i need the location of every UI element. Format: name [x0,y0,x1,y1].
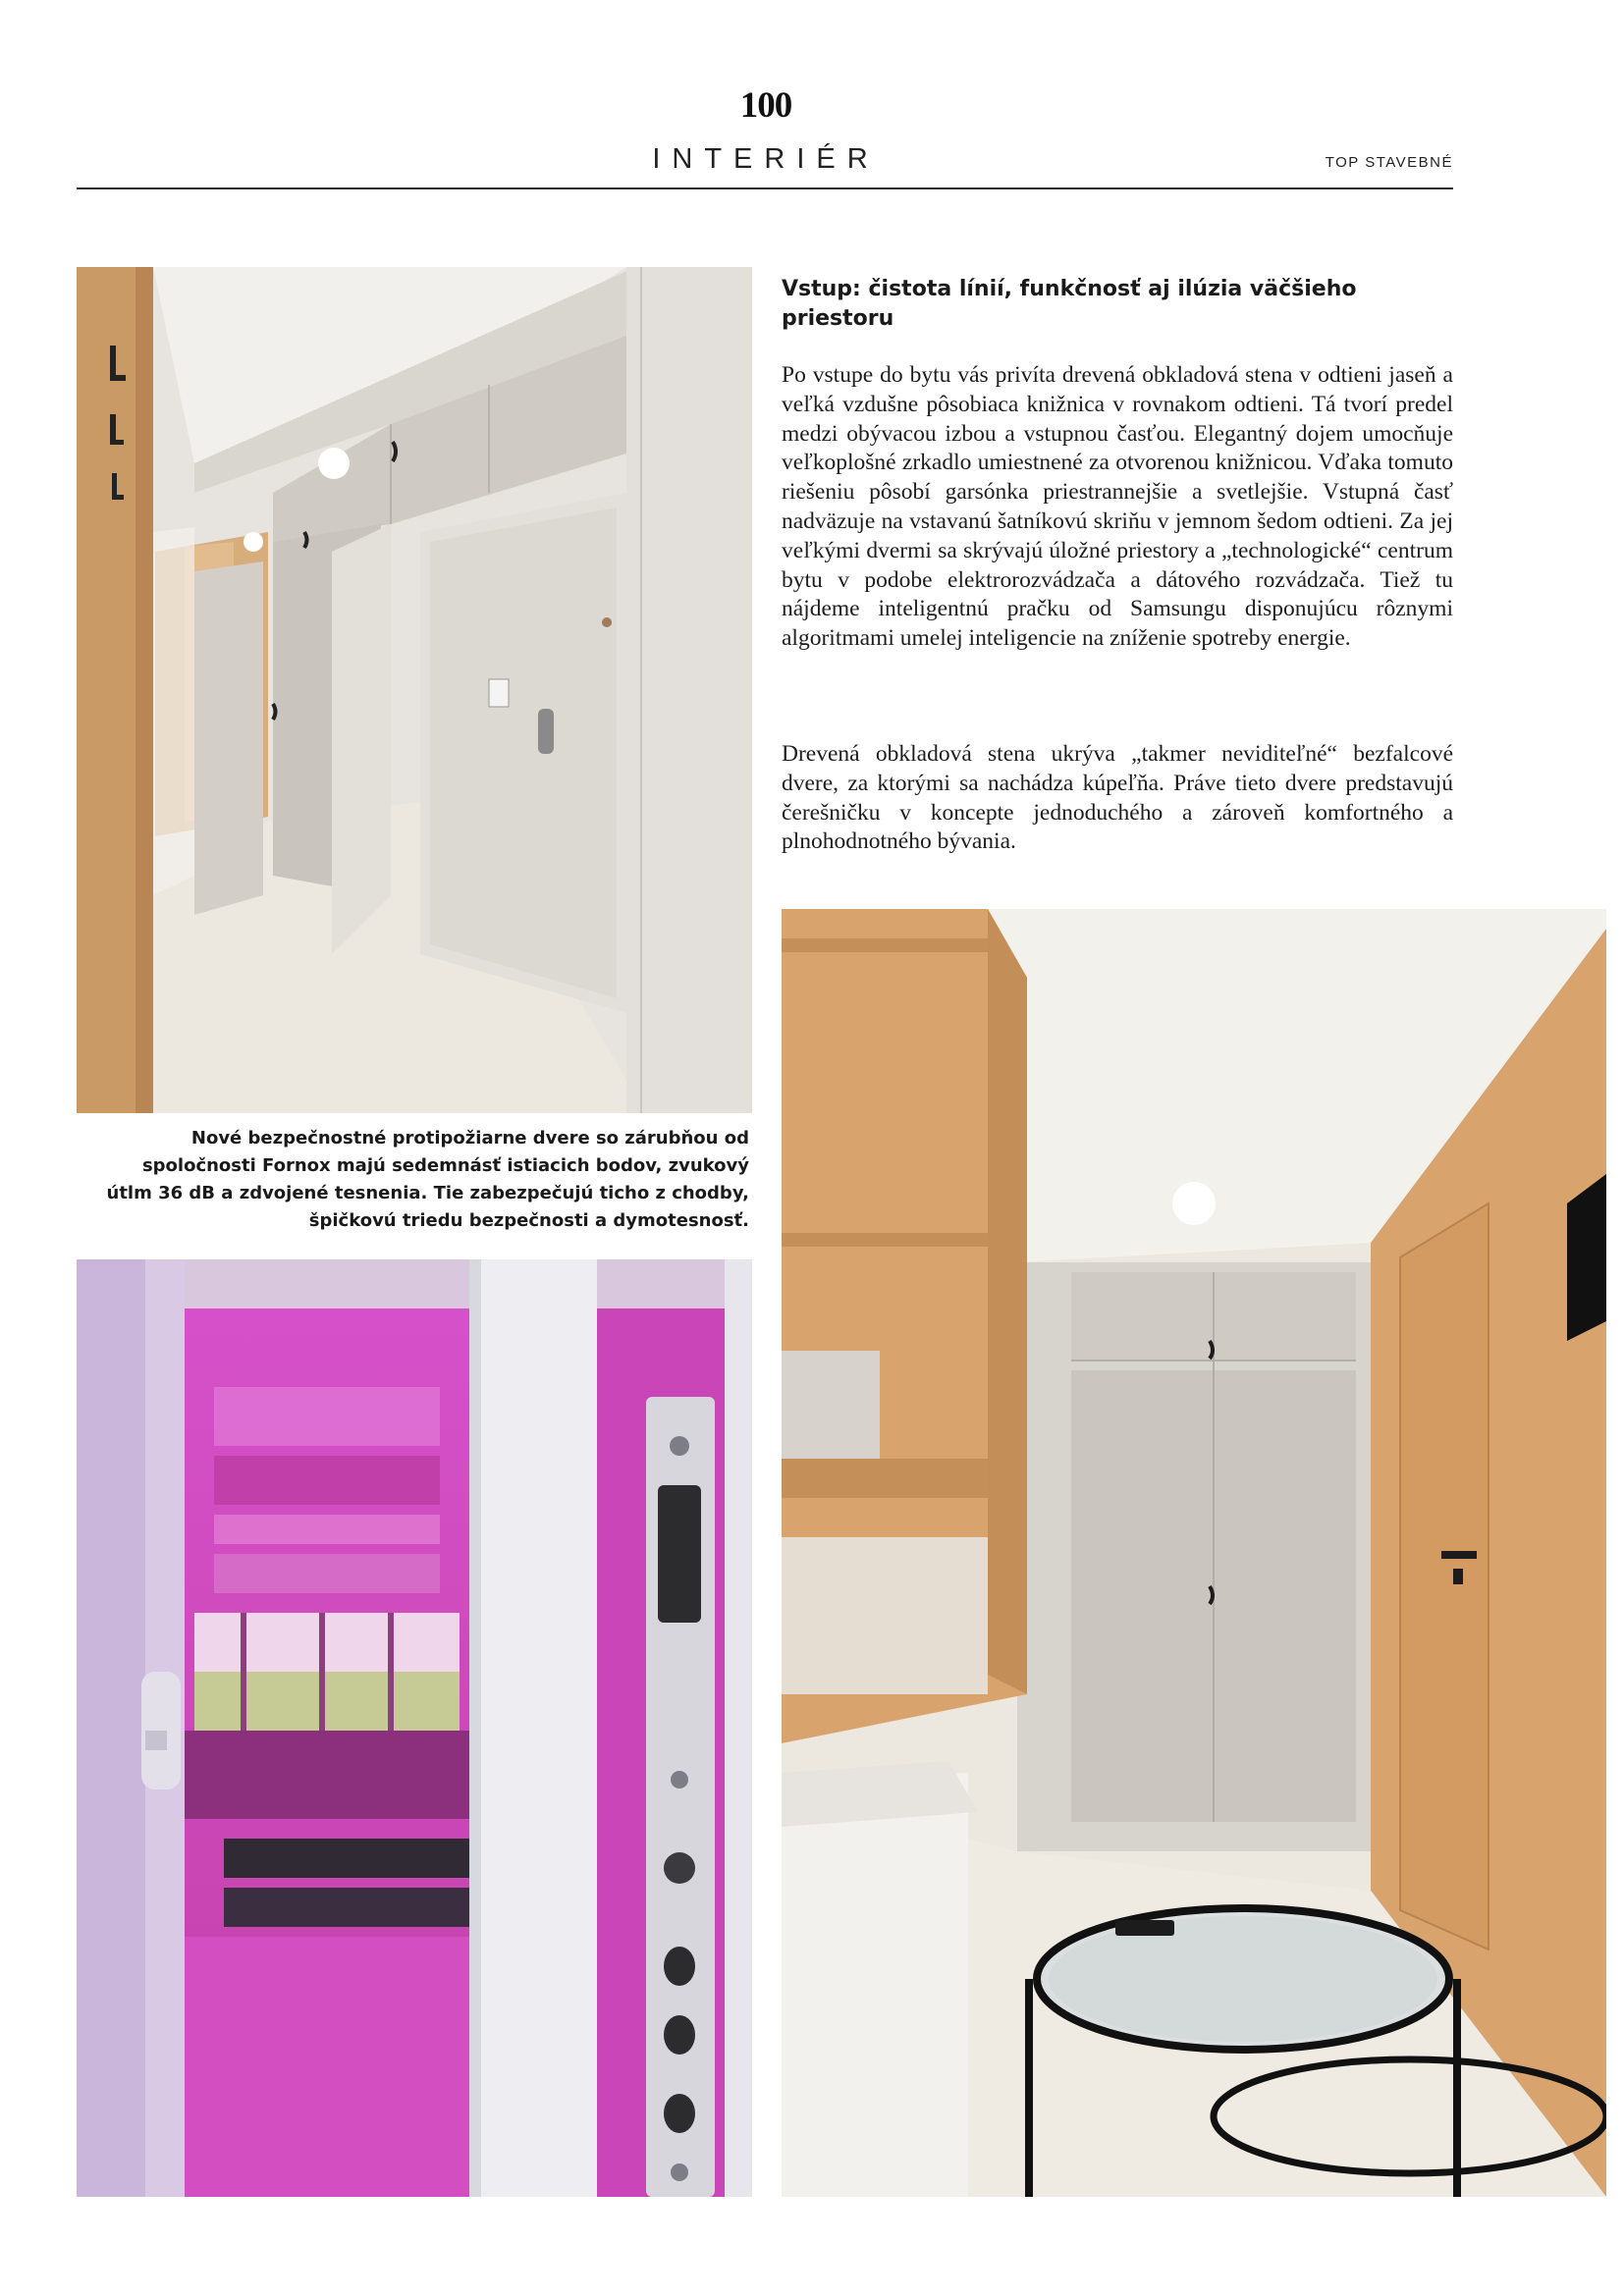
photo-security-door [77,1259,752,2197]
article-heading: Vstup: čistota línií, funkčnosť aj ilúzia väčšieho priestoru [782,277,1357,331]
article-paragraph-1: Po vstupe do bytu vás privíta drevená obkladová stena v odtieni jaseň a veľká vzdušne pôsobiaca knižnica v rovnakom odtieni. Tá tvorí predel medzi obývacou izbou a vstupnou časťou. Elegantný dojem umocňuje veľkoplošné zrkadlo umiestnené za otvorenou knižnicou. Vďaka tomuto riešeniu pôsobí garsónka priestrannejšie a svetlejšie. Vstupná časť nadväzuje na vstavanú šatníkovú skriňu v jemnom šedom odtieni. Za jej veľkými dvermi sa skrývajú úložné priestory a „technologické“ centrum bytu v podobe elektrorozvádzača a dátového rozvádzača. Tiež tu nájdeme inteligentnú pračku od Samsungu disponujúcu rôznymi algoritmami umelej inteligencie na zníženie spotreby energie. [782,362,1453,652]
photo-entrance-hallway [77,267,752,1113]
page-number: 100 [739,85,792,126]
section-title: INTERIÉR [652,143,880,175]
magazine-name: TOP STAVEBNÉ [1325,154,1453,171]
header-rule [77,187,1453,189]
photo-living-room [782,909,1606,2197]
photo-caption: Nové bezpečnostné protipožiarne dvere so zárubňou od spoločnosti Fornox majú sedemnásť istiacich bodov, zvukový útlm 36 dB a zdvojené tesnenia. Tie zabezpečujú ticho z chodby, špičkovú triedu bezpečnosti a dymotesnosť. [106,1128,749,1231]
article-paragraph-2: Drevená obkladová stena ukrýva „takmer neviditeľné“ bezfalcové dvere, za ktorými sa nachádza kúpeľňa. Práve tieto dvere predstavujú čerešničku v koncepte jednoduchého a zároveň komfortného a plnohodnotného bývania. [782,741,1453,855]
